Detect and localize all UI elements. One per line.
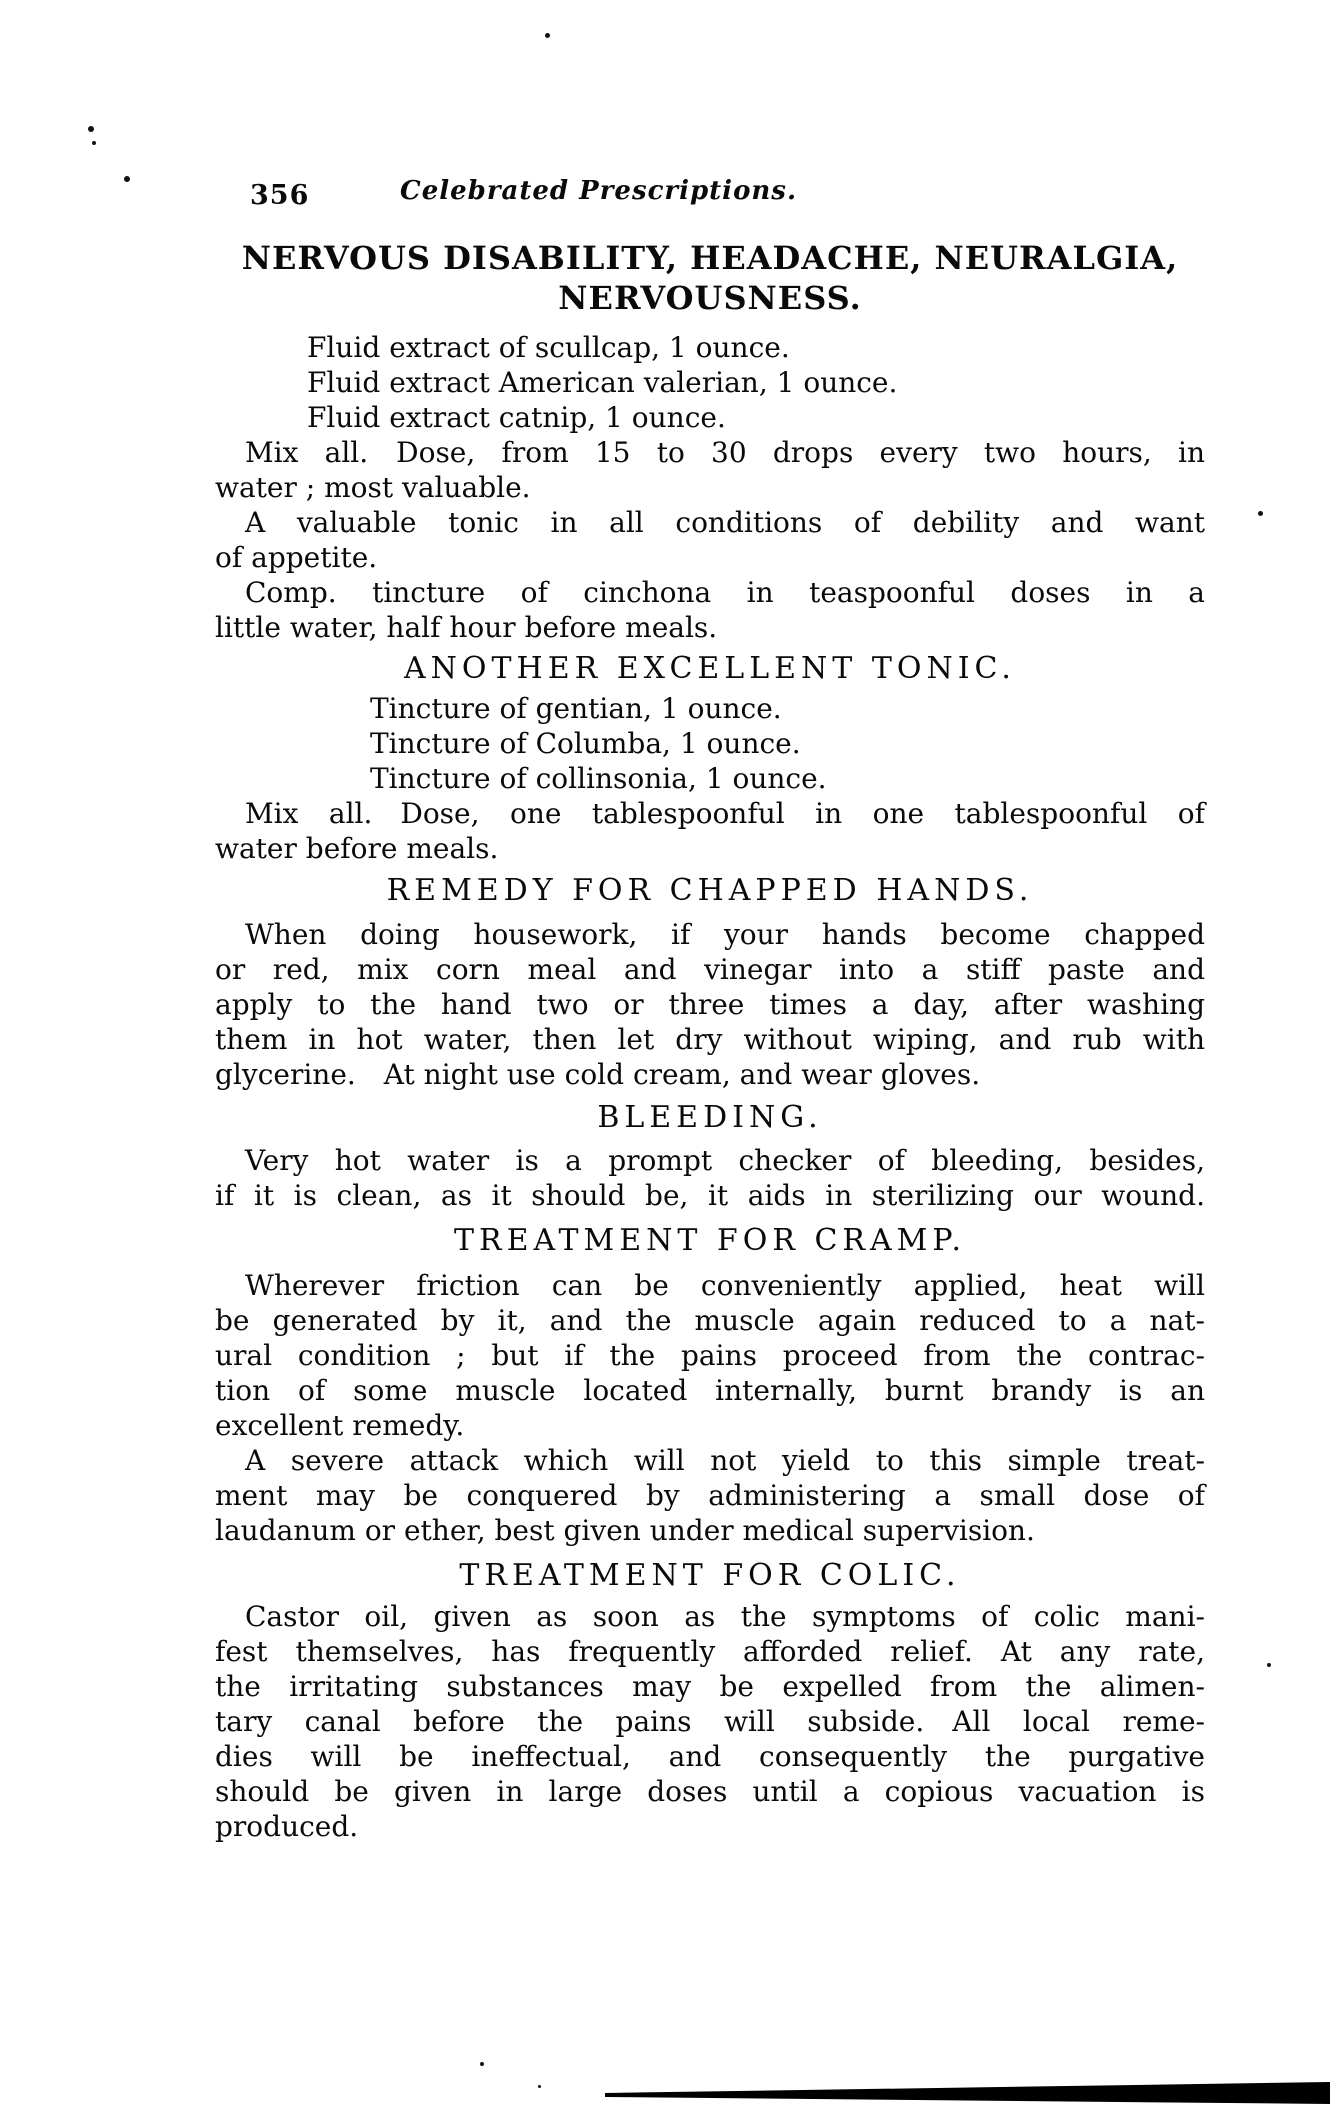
text-line: Mix all. Dose, from 15 to 30 drops every two hours, in [245,436,1205,469]
page-number: 356 [250,180,310,211]
scan-speck [480,2062,484,2066]
paragraph [215,575,1205,645]
recipe-line: Fluid extract catnip, 1 ounce. [307,401,726,434]
recipe-line: Fluid extract of scullcap, 1 ounce. [307,331,790,364]
recipe-list [215,330,1205,435]
text-line: excellent remedy. [215,1409,465,1442]
scan-speck [545,33,550,38]
text-line: Castor oil, given as soon as the symptoms of colic mani- [245,1600,1205,1633]
recipe-line: Tincture of Columba, 1 ounce. [370,727,801,760]
section-heading: REMEDY FOR CHAPPED HANDS. [386,873,1034,908]
text-line: When doing housework, if your hands become chapped [245,918,1205,951]
paragraph [215,435,1205,505]
recipe-list [215,691,1205,796]
text-line: water before meals. [215,832,499,865]
paragraph [215,505,1205,575]
scan-speck [124,176,130,182]
text-line: or red, mix corn meal and vinegar into a stiff paste and [215,953,1205,986]
scan-speck [88,126,94,132]
section-heading: BLEEDING. [597,1100,823,1135]
recipe-line: Tincture of collinsonia, 1 ounce. [370,762,827,795]
text-line: water ; most valuable. [215,471,531,504]
text-line: fest themselves, has frequently afforded relief. At any rate, [215,1635,1205,1668]
section-heading: ANOTHER EXCELLENT TONIC. [404,651,1016,686]
title-line: NERVOUSNESS. [558,279,862,317]
section-heading: TREATMENT FOR COLIC. [459,1558,961,1593]
paragraph [215,1143,1205,1213]
scan-speck [1267,1663,1271,1667]
text-column [215,238,1205,1844]
text-line: dies will be ineffectual, and consequently the purgative [215,1740,1205,1773]
text-line: should be given in large doses until a copious vacuation is [215,1775,1205,1808]
paragraph [215,1443,1205,1548]
recipe-line: Tincture of gentian, 1 ounce. [370,692,782,725]
text-line: tion of some muscle located internally, burnt brandy is an [215,1374,1205,1407]
text-line: A valuable tonic in all conditions of debility and want [245,506,1205,539]
text-line: if it is clean, as it should be, it aids in sterilizing our wound. [215,1179,1205,1212]
recipe-line: Fluid extract American valerian, 1 ounce. [307,366,898,399]
paragraph [215,1268,1205,1443]
text-line: produced. [215,1810,359,1843]
text-line: laudanum or ether, best given under medical supervision. [215,1514,1035,1547]
text-line: apply to the hand two or three times a day, after washing [215,988,1205,1021]
text-line: little water, half hour before meals. [215,611,718,644]
text-line: Mix all. Dose, one tablespoonful in one tablespoonful of [245,797,1205,830]
paragraph [215,796,1205,866]
text-line: be generated by it, and the muscle again reduced to a nat- [215,1304,1205,1337]
text-line: of appetite. [215,541,378,574]
text-line: Comp. tincture of cinchona in teaspoonful doses in a [245,576,1205,609]
paragraph [215,917,1205,1092]
text-line: ural condition ; but if the pains proceed from the contrac- [215,1339,1205,1372]
scan-artifact-wedge [0,2074,1330,2104]
text-line: Wherever friction can be conveniently applied, heat will [245,1269,1205,1302]
text-line: tary canal before the pains will subside. All local reme- [215,1705,1205,1738]
text-line: Very hot water is a prompt checker of bleeding, besides, [245,1144,1205,1177]
section-heading: TREATMENT FOR CRAMP. [453,1223,967,1258]
scan-speck [1258,511,1263,516]
paragraph [215,1599,1205,1844]
title-line: NERVOUS DISABILITY, HEADACHE, NEURALGIA, [241,239,1179,277]
text-line: A severe attack which will not yield to this simple treat- [245,1444,1205,1477]
text-line: the irritating substances may be expelled from the alimen- [215,1670,1205,1703]
running-title: Celebrated Prescriptions. [400,176,797,206]
scan-speck [92,141,96,145]
text-line: ment may be conquered by administering a small dose of [215,1479,1205,1512]
text-line: glycerine. At night use cold cream, and wear gloves. [215,1058,981,1091]
section-title [215,238,1205,318]
scan-speck [538,2085,541,2088]
text-line: them in hot water, then let dry without wiping, and rub with [215,1023,1205,1056]
